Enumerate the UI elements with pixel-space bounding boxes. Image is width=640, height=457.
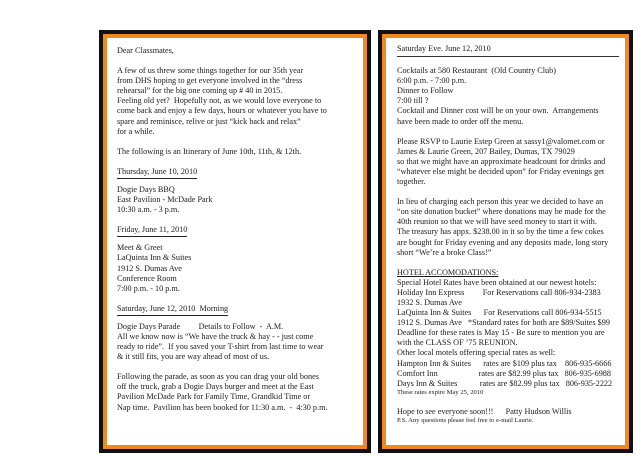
donation-bucket-section xyxy=(397,197,619,258)
hotel-line: Holiday Inn Express For Reservations call 806-934-2383 xyxy=(397,287,601,297)
friday-heading: Friday, June 11, 2010 xyxy=(117,225,187,237)
cocktail-line: 6:00 p.m. - 7:00 p.m. xyxy=(397,76,467,86)
hotel-line: Hampton Inn & Suites rates are $109 plus tax 806-935-6666 xyxy=(397,358,612,368)
bucket-line: “on site donation bucket” where donations may be made for the xyxy=(397,207,606,217)
friday-line: 1912 S. Dumas Ave xyxy=(117,263,182,273)
closing-signature: Hope to see everyone soon!!! Patty Hudson Willis xyxy=(397,406,572,416)
intro-line: spare and reminisce, relive or just “kick back and relax” xyxy=(117,116,301,126)
rsvp-line: together. xyxy=(397,177,426,187)
intro-line: for a while. xyxy=(117,126,155,136)
cocktail-line: Cocktail and Dinner cost will be on your own. Arrangements xyxy=(397,106,599,116)
hotel-line: 1932 S. Dumas Ave xyxy=(397,297,462,307)
rsvp-line: Please RSVP to Laurie Estep Green at sassy1@valomet.com or xyxy=(397,136,605,146)
bucket-line: In lieu of charging each person this year we decided to have an xyxy=(397,197,604,207)
hotel-section xyxy=(397,268,619,397)
intro-line: come back and enjoy a few days, hours or whatever you have to xyxy=(117,106,327,116)
parade-followup-paragraph xyxy=(117,372,356,412)
cocktail-section xyxy=(397,66,619,127)
friday-line: LaQuinta Inn & Suites xyxy=(117,253,192,263)
intro-paragraph xyxy=(117,66,356,137)
right-page-orange-border xyxy=(382,34,629,449)
rates-expire-note: These rates expire May 25, 2010 xyxy=(397,388,484,396)
rsvp-line: “whatever else might be decided upon” for Friday evenings get xyxy=(397,166,605,176)
itinerary-intro: The following is an Itinerary of June 10th, 11th, & 12th. xyxy=(117,146,302,156)
followup-line: off the truck, grab a Dogie Days burger and meet at the East xyxy=(117,382,314,392)
heading-divider xyxy=(397,56,619,57)
hotel-line: Comfort Inn rates are $82.99 plus tax 806-935-6988 xyxy=(397,368,611,378)
cocktail-line: 7:00 till ? xyxy=(397,96,429,106)
greeting: Dear Classmates, xyxy=(117,46,174,55)
friday-line: 7:00 p.m. - 10 p.m. xyxy=(117,283,180,293)
postscript: P.S. Any questions please feel free to e-mail Laurie. xyxy=(397,416,534,424)
friday-section xyxy=(117,225,356,294)
thursday-line: East Pavilion - McDade Park xyxy=(117,195,213,205)
saturday-line: Dogie Days Parade Details to Follow - A.M. xyxy=(117,321,284,331)
bucket-line: are bought for Friday evening and any deposits made, long story xyxy=(397,237,609,247)
saturday-morning-section xyxy=(117,304,356,362)
hotel-heading: HOTEL ACCOMODATIONS: xyxy=(397,267,499,277)
cocktail-line: Cocktails at 580 Restaurant (Old Country Club) xyxy=(397,66,556,76)
bucket-line: short “We’re a broke Class!” xyxy=(397,247,492,257)
followup-line: Following the parade, as soon as you can drag your old bones xyxy=(117,372,319,382)
intro-line: Feeling old yet? Hopefully not, as we would love everyone to xyxy=(117,96,322,106)
saturday-evening-heading: Saturday Eve. June 12, 2010 xyxy=(397,44,491,53)
cocktail-line: Dinner to Follow xyxy=(397,86,454,96)
friday-line: Meet & Greet xyxy=(117,243,163,253)
left-page-content xyxy=(107,38,363,445)
saturday-morning-heading: Saturday, June 12, 2010 Morning xyxy=(117,304,228,316)
hotel-line: Other local motels offering special rates as well: xyxy=(397,348,556,358)
friday-line: Conference Room xyxy=(117,273,177,283)
thursday-line: Dogie Days BBQ xyxy=(117,184,175,194)
saturday-line: ready to ride”. If you saved your T-shirt from last time to wear xyxy=(117,342,324,352)
intro-line: A few of us threw some things together for our 35th year xyxy=(117,66,304,76)
thursday-section xyxy=(117,167,356,215)
saturday-line: & it still fits, you are way ahead of most of us. xyxy=(117,352,270,362)
right-page-content xyxy=(386,38,625,445)
bucket-line: 40th reunion so that we will have seed money to start it with. xyxy=(397,217,597,227)
left-page xyxy=(99,30,371,453)
rsvp-line: James & Laurie Green, 207 Bailey, Dumas, TX 79029 xyxy=(397,146,575,156)
intro-line: rehearsal” for the big one coming up # 40 in 2015. xyxy=(117,86,283,96)
bucket-line: The treasury has appx. $238.00 in it so by the time a few cokes xyxy=(397,227,604,237)
hotel-line: 1912 S. Dumas Ave *Standard rates for both are $89/Suites $99 xyxy=(397,318,610,328)
hotel-line: LaQuinta Inn & Suites For Reservations call 806-934-5515 xyxy=(397,308,602,318)
cocktail-line: have been made to order off the menu. xyxy=(397,116,524,126)
hotel-line: Days Inn & Suites rates are $82.99 plus tax 806-935-2222 xyxy=(397,378,613,388)
hotel-line: Deadline for these rates is May 15 - Be sure to mention you are xyxy=(397,328,605,338)
thursday-heading: Thursday, June 10, 2010 xyxy=(117,167,197,179)
hotel-line: Special Hotel Rates have been obtained at our newest hotels: xyxy=(397,277,597,287)
rsvp-section xyxy=(397,137,619,187)
followup-line: Nap time. Pavilion has been booked for 11:30 a.m. - 4:30 p.m. xyxy=(117,402,328,412)
followup-line: Pavilion McDade Park for Family Time, Grandkid Time or xyxy=(117,392,311,402)
rsvp-line: so that we might have an approximate headcount for drinks and xyxy=(397,156,606,166)
right-page xyxy=(378,30,633,453)
intro-line: from DHS hoping to get everyone involved in the “dress xyxy=(117,76,303,86)
left-page-orange-border xyxy=(103,34,367,449)
saturday-line: All we know now is “We have the truck & hay - - just come xyxy=(117,331,314,341)
hotel-line: with the CLASS OF ’75 REUNION. xyxy=(397,338,518,348)
thursday-line: 10:30 a.m. - 3 p.m. xyxy=(117,205,180,215)
